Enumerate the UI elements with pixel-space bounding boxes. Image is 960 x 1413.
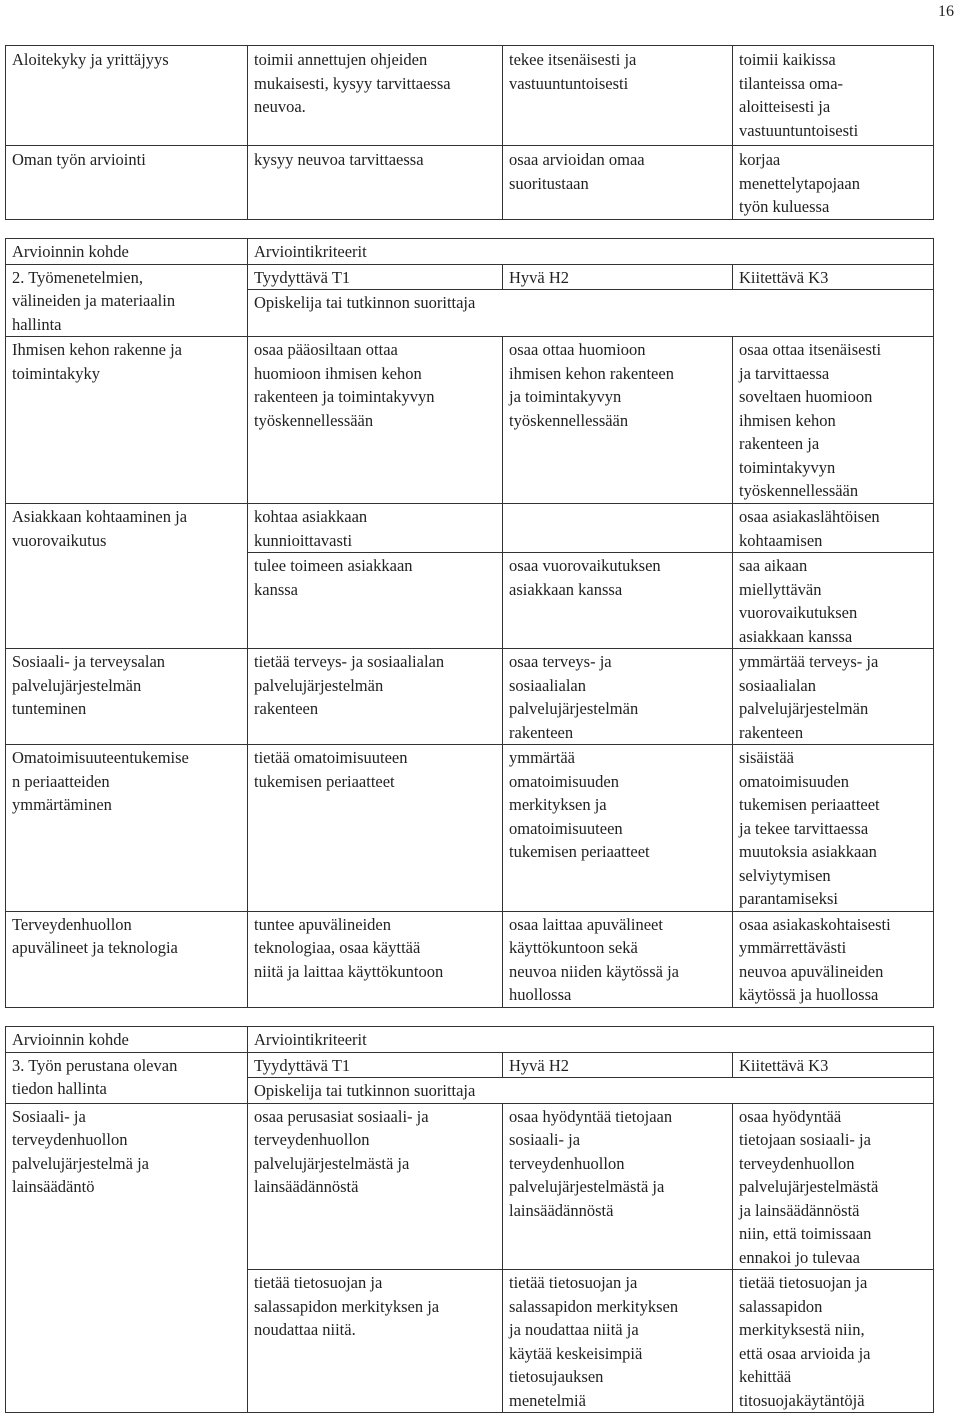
- page-number: 16: [938, 3, 954, 20]
- t1-cell: tuntee apuvälineiden teknologiaa, osaa käyttää niitä ja laittaa käyttökuntoon: [248, 911, 503, 1007]
- k3-cell: sisäistää omatoimisuuden tukemisen periaatteet ja tekee tarvittaessa muutoksia asiakkaan selviytymisen parantamiseksi: [733, 745, 934, 912]
- t1-cell: tulee toimeen asiakkaan kanssa: [248, 553, 503, 649]
- grade-row: [6, 264, 934, 290]
- t1-cell: osaa pääosiltaan ottaa huomioon ihmisen kehon rakenteen ja toimintakyvyn työskennellessään: [248, 337, 503, 504]
- t1-cell: toimii annettujen ohjeiden mukaisesti, kysyy tarvittaessa neuvoa.: [248, 46, 503, 146]
- k3-cell: toimii kaikissa tilanteissa oma- aloitteisesti ja vastuuntuntoisesti: [733, 46, 934, 146]
- h2-cell: osaa ottaa huomioon ihmisen kehon rakenteen ja toimintakyvyn työskennellessään: [503, 337, 733, 504]
- h2-cell: tekee itsenäisesti ja vastuuntuntoisesti: [503, 46, 733, 146]
- t1-cell: tietää omatoimisuuteen tukemisen periaatteet: [248, 745, 503, 912]
- h2-cell: osaa laittaa apuvälineet käyttökuntoon sekä neuvoa niiden käytössä ja huollossa: [503, 911, 733, 1007]
- target-cell: Omatoimisuuteentukemise n periaatteiden ymmärtäminen: [6, 745, 248, 912]
- header-criteria: Arviointikriteerit: [248, 1027, 934, 1053]
- header-row: [6, 1027, 934, 1053]
- k3-cell: osaa ottaa itsenäisesti ja tarvittaessa soveltaen huomioon ihmisen kehon rakenteen ja toimintakyvyn työskennellessään: [733, 337, 934, 504]
- grade-row: [6, 1052, 934, 1078]
- h2-cell: osaa terveys- ja sosiaalialan palvelujärjestelmän rakenteen: [503, 649, 733, 745]
- table-row: [6, 911, 934, 1007]
- target-cell: Sosiaali- ja terveysalan palvelujärjestelmän tunteminen: [6, 649, 248, 745]
- h2-cell: tietää tietosuojan ja salassapidon merkityksen ja noudattaa niitä ja käytää keskeisimpiä tietosujauksen menetelmiä: [503, 1270, 733, 1413]
- target-cell: Oman työn arviointi: [6, 146, 248, 220]
- grade-k3: Kiitettävä K3: [733, 1052, 934, 1078]
- grade-t1: Tyydyttävä T1: [248, 264, 503, 290]
- h2-cell: ymmärtää omatoimisuuden merkityksen ja omatoimisuuteen tukemisen periaatteet: [503, 745, 733, 912]
- table-row: [6, 46, 934, 146]
- target-cell: Aloitekyky ja yrittäjyys: [6, 46, 248, 146]
- section-title: 2. Työmenetelmien, välineiden ja materiaalin hallinta: [6, 264, 248, 337]
- k3-cell: tietää tietosuojan ja salassapidon merkityksestä niin, että osaa arvioida ja kehittää titosuojakäytäntöjä: [733, 1270, 934, 1413]
- t1-cell: osaa perusasiat sosiaali- ja terveydenhuollon palvelujärjestelmästä ja lainsäädännöstä: [248, 1103, 503, 1270]
- table-row: [6, 337, 934, 504]
- header-target: Arvioinnin kohde: [6, 239, 248, 265]
- k3-cell: korjaa menettelytapojaan työn kuluessa: [733, 146, 934, 220]
- criteria-table-continued: [5, 45, 934, 220]
- k3-cell: osaa asiakaskohtaisesti ymmärrettävästi neuvoa apuvälineiden käytössä ja huollossa: [733, 911, 934, 1007]
- subject-label: Opiskelija tai tutkinnon suorittaja: [248, 290, 934, 337]
- t1-cell: tietää tietosuojan ja salassapidon merkityksen ja noudattaa niitä.: [248, 1270, 503, 1413]
- target-cell: Ihmisen kehon rakenne ja toimintakyky: [6, 337, 248, 504]
- criteria-table-section-2: [5, 238, 934, 1008]
- target-cell: Sosiaali- ja terveydenhuollon palvelujärjestelmä ja lainsäädäntö: [6, 1103, 248, 1413]
- table-row: [6, 649, 934, 745]
- target-cell: Terveydenhuollon apuvälineet ja teknologia: [6, 911, 248, 1007]
- header-row: [6, 239, 934, 265]
- subject-label: Opiskelija tai tutkinnon suorittaja: [248, 1078, 934, 1104]
- table-row: [6, 1103, 934, 1270]
- header-criteria: Arviointikriteerit: [248, 239, 934, 265]
- target-cell: Asiakkaan kohtaaminen ja vuorovaikutus: [6, 504, 248, 649]
- section-title: 3. Työn perustana olevan tiedon hallinta: [6, 1052, 248, 1103]
- t1-cell: tietää terveys- ja sosiaalialan palvelujärjestelmän rakenteen: [248, 649, 503, 745]
- k3-cell: ymmärtää terveys- ja sosiaalialan palvelujärjestelmän rakenteen: [733, 649, 934, 745]
- t1-cell: kohtaa asiakkaan kunnioittavasti: [248, 504, 503, 553]
- table-row: [6, 745, 934, 912]
- grade-k3: Kiitettävä K3: [733, 264, 934, 290]
- k3-cell: saa aikaan miellyttävän vuorovaikutuksen asiakkaan kanssa: [733, 553, 934, 649]
- grade-t1: Tyydyttävä T1: [248, 1052, 503, 1078]
- table-row: [6, 146, 934, 220]
- k3-cell: osaa asiakaslähtöisen kohtaamisen: [733, 504, 934, 553]
- header-target: Arvioinnin kohde: [6, 1027, 248, 1053]
- h2-cell: osaa arvioidan omaa suoritustaan: [503, 146, 733, 220]
- grade-h2: Hyvä H2: [503, 264, 733, 290]
- h2-cell: osaa vuorovaikutuksen asiakkaan kanssa: [503, 553, 733, 649]
- k3-cell: osaa hyödyntää tietojaan sosiaali- ja terveydenhuollon palvelujärjestelmästä ja lainsäädännöstä niin, että toimissaan ennakoi jo tulevaa: [733, 1103, 934, 1270]
- h2-cell: [503, 504, 733, 553]
- t1-cell: kysyy neuvoa tarvittaessa: [248, 146, 503, 220]
- h2-cell: osaa hyödyntää tietojaan sosiaali- ja terveydenhuollon palvelujärjestelmästä ja lainsäädännöstä: [503, 1103, 733, 1270]
- table-row: [6, 504, 934, 553]
- criteria-table-section-3: [5, 1026, 934, 1413]
- grade-h2: Hyvä H2: [503, 1052, 733, 1078]
